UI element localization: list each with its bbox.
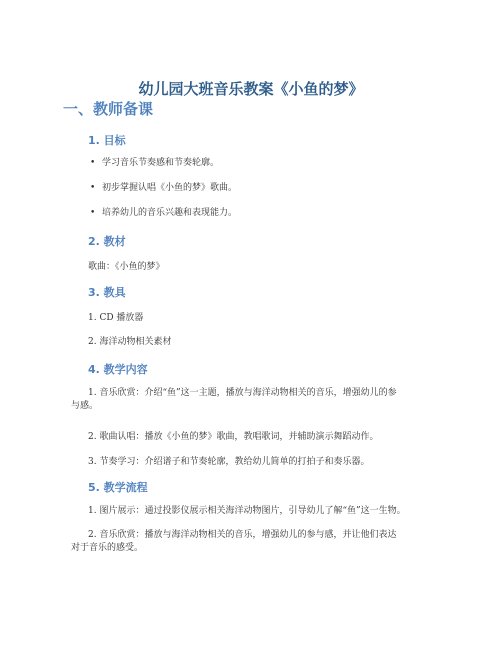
goal-item (90, 207, 237, 219)
goal-item-text: 初步掌握认唱《小鱼的梦》歌曲。 (102, 183, 238, 193)
content-item (71, 385, 448, 415)
document-title: 幼儿园大班音乐教案《小鱼的梦》 (138, 80, 364, 98)
bullet-icon: • (90, 208, 96, 218)
content-item (88, 454, 448, 471)
content-item-line: 2. 歌曲认唱：播放《小鱼的梦》歌曲，教唱歌词，并辅助演示舞蹈动作。 (88, 432, 379, 442)
heading-goals: 1. 目标 (88, 134, 126, 147)
content-item-line: 与感。 (71, 401, 99, 411)
process-item-line: 2. 音乐欣赏：播放与海洋动物相关的音乐，增强幼儿的参与感，并让他们表达 (88, 530, 397, 540)
process-item (88, 503, 448, 520)
heading-teaching-process: 5. 教学流程 (88, 481, 148, 494)
bullet-icon: • (90, 183, 96, 193)
content-item-line: 3. 节奏学习：介绍谱子和节奏轮廓，教给幼儿简单的打拍子和奏乐器。 (88, 457, 370, 467)
heading-materials: 2. 教材 (88, 235, 126, 248)
section-heading-teacher-prep: 一、教师备课 (63, 100, 154, 118)
heading-tools: 3. 教具 (88, 286, 126, 299)
bullet-icon: • (90, 158, 96, 168)
tool-item: 2. 海洋动物相关素材 (88, 337, 172, 347)
goal-item-text: 学习音乐节奏感和节奏轮廓。 (102, 158, 220, 168)
goal-item (90, 157, 219, 169)
tool-item: 1. CD 播放器 (88, 313, 144, 323)
content-item (88, 429, 448, 446)
process-item-line: 1. 图片展示：通过投影仪展示相关海洋动物图片，引导幼儿了解“鱼”这一生物。 (88, 506, 406, 516)
goal-item (90, 182, 237, 194)
content-item-line: 1. 音乐欣赏：介绍“鱼”这一主题，播放与海洋动物相关的音乐，增强幼儿的参 (88, 388, 397, 398)
goal-item-text: 培养幼儿的音乐兴趣和表现能力。 (102, 208, 238, 218)
materials-text: 歌曲：《小鱼的梦》 (88, 262, 165, 272)
process-item-line: 对于音乐的感受。 (71, 543, 144, 553)
heading-teaching-content: 4. 教学内容 (88, 363, 148, 376)
process-item (71, 527, 448, 557)
